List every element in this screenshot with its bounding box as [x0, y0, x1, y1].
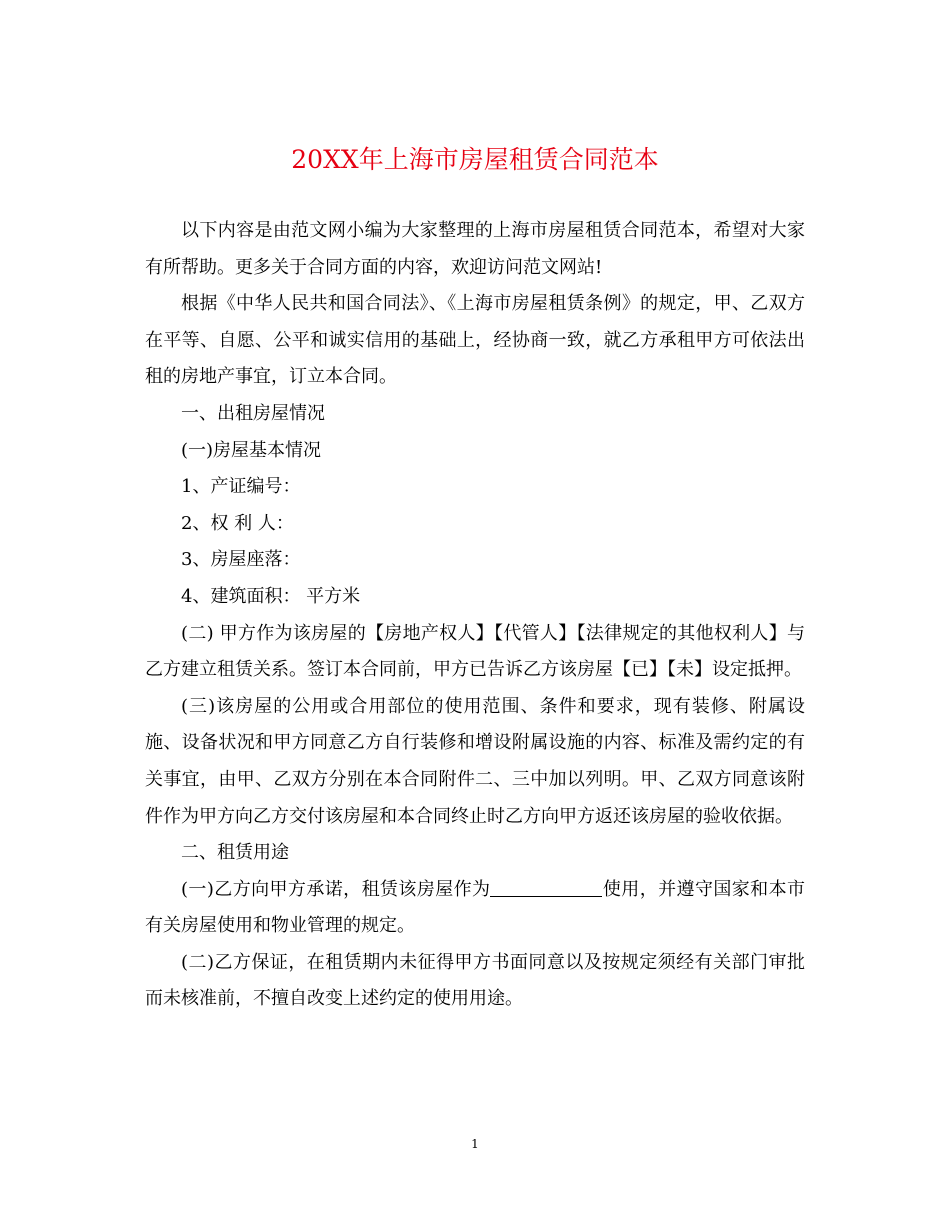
section-heading-1: 一、出租房屋情况	[181, 402, 325, 424]
paragraph-facilities: (三)该房屋的公用或合用部位的使用范围、条件和要求，现有装修、附属设施、设备状况和甲方同意乙方自行装修和增设附属设施的内容、标准及需约定的有关事宜，由甲、乙双方分别在本合同附件二、三中加以列明。甲、乙双方同意该附件作为甲方向乙方交付该房屋和本合同终止时乙方向甲方返还该房屋的验收依据。	[145, 695, 805, 827]
page-number: 1	[471, 1137, 479, 1151]
section-heading-2: 二、租赁用途	[181, 842, 289, 864]
field-area: 4、建筑面积： 平方米	[181, 585, 361, 607]
document-title: 20XX年上海市房屋租赁合同范本	[291, 145, 659, 174]
paragraph-basis: 根据《中华人民共和国合同法》、《上海市房屋租赁条例》的规定，甲、乙双方在平等、自愿、公平和诚实信用的基础上，经协商一致，就乙方承租甲方可依法出租的房地产事宜，订立本合同。	[145, 293, 805, 388]
paragraph-use-clause	[145, 872, 805, 945]
use-clause-after: 使用，并遵守国家和本市有关房屋使用和物业管理的规定。	[145, 878, 806, 937]
field-certificate-number: 1、产证编号：	[181, 476, 301, 498]
subsection-heading-1-1: (一)房屋基本情况	[181, 439, 322, 461]
paragraph-ownership: (二) 甲方作为该房屋的【房地产权人】【代管人】【法律规定的其他权利人】与乙方建立租赁关系。签订本合同前，甲方已告诉乙方该房屋【已】【未】设定抵押。	[145, 622, 805, 681]
paragraph-intro: 以下内容是由范文网小编为大家整理的上海市房屋租赁合同范本，希望对大家有所帮助。更多关于合同方面的内容，欢迎访问范文网站!	[145, 220, 805, 278]
use-clause-before: (一)乙方向甲方承诺，租赁该房屋作为	[181, 878, 491, 900]
document-body	[145, 213, 805, 1018]
field-location: 3、房屋座落：	[181, 549, 301, 571]
paragraph-use-guarantee: (二)乙方保证，在租赁期内未征得甲方书面同意以及按规定须经有关部门审批而未核准前，不擅自改变上述约定的使用用途。	[145, 951, 805, 1010]
field-owner: 2、权 利 人：	[181, 512, 294, 534]
use-blank-line	[490, 878, 602, 897]
